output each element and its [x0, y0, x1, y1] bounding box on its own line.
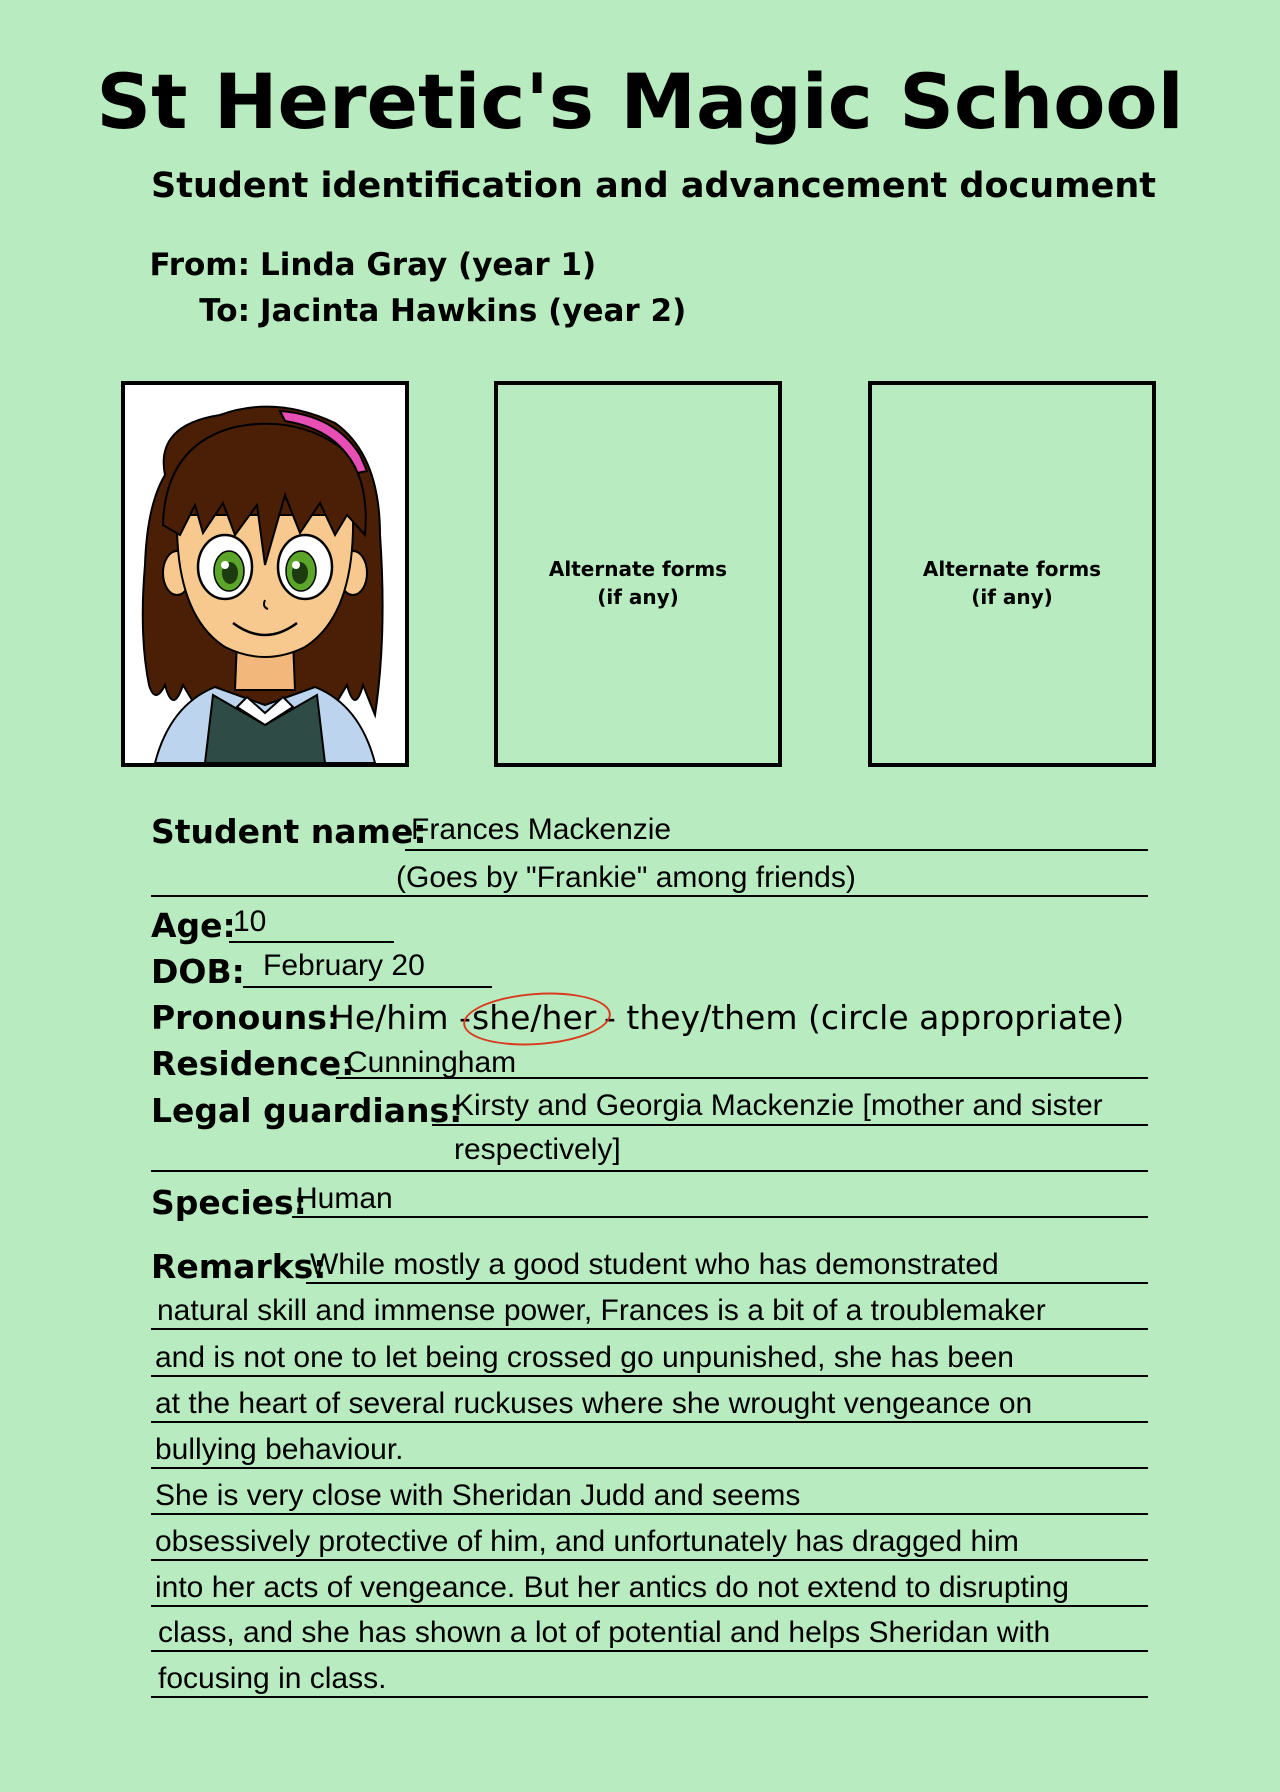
remarks-line-7: obsessively protective of him, and unfortunately has dragged him — [155, 1525, 1019, 1558]
remarks-line-5: bullying behaviour. — [155, 1433, 404, 1466]
alternate-form-frame-2 — [868, 381, 1156, 767]
remarks-label: Remarks: — [151, 1247, 327, 1286]
student-name-note: (Goes by "Frankie" among friends) — [396, 861, 856, 894]
dob-line — [243, 986, 492, 988]
species-line — [292, 1216, 1148, 1218]
alternate-form-frame-1 — [494, 381, 782, 767]
guardians-line — [432, 1124, 1148, 1126]
remarks-rule-5 — [151, 1467, 1148, 1469]
to-label: To: — [199, 293, 250, 329]
remarks-rule-6 — [151, 1513, 1148, 1515]
remarks-rule-1 — [306, 1282, 1148, 1284]
age-value: 10 — [233, 905, 267, 938]
residence-value: Cunningham — [346, 1046, 517, 1079]
remarks-rule-9 — [151, 1650, 1148, 1652]
student-portrait-icon — [125, 385, 405, 763]
remarks-rule-4 — [151, 1421, 1148, 1423]
species-label: Species: — [151, 1183, 307, 1222]
pronoun-option-he: He/him - — [330, 998, 471, 1037]
alternate-form-title-2: Alternate forms — [922, 557, 1102, 581]
student-name-line — [405, 849, 1148, 851]
pronouns-label: Pronouns: — [151, 998, 341, 1037]
student-name-value: Frances Mackenzie — [411, 813, 672, 846]
remarks-rule-7 — [151, 1559, 1148, 1561]
remarks-line-3: and is not one to let being crossed go unpunished, she has been — [155, 1341, 1014, 1374]
residence-line — [336, 1077, 1148, 1079]
from-label: From: — [149, 247, 250, 283]
species-value: Human — [296, 1182, 393, 1215]
guardians-label: Legal guardians: — [151, 1091, 463, 1130]
remarks-line-9: class, and she has shown a lot of potential and helps Sheridan with — [158, 1616, 1051, 1649]
alternate-form-label-2 — [872, 555, 1152, 611]
alternate-form-note-1: (if any) — [597, 585, 679, 609]
school-title: St Heretic's Magic School — [96, 57, 1184, 146]
remarks-rule-3 — [151, 1375, 1148, 1377]
remarks-rule-2 — [151, 1328, 1148, 1330]
remarks-line-4: at the heart of several ruckuses where she wrought vengeance on — [155, 1387, 1033, 1420]
residence-label: Residence: — [151, 1044, 355, 1083]
dob-label: DOB: — [151, 952, 245, 991]
dob-value: February 20 — [263, 949, 425, 982]
student-name-line-2 — [151, 895, 1148, 897]
remarks-rule-8 — [151, 1605, 1148, 1607]
guardians-value-line2: respectively] — [454, 1133, 621, 1166]
remarks-line-8: into her acts of vengeance. But her antics do not extend to disrupting — [155, 1571, 1069, 1604]
pronoun-option-she: she/her — [472, 998, 597, 1037]
student-portrait-frame — [121, 381, 409, 767]
guardians-value-line1: Kirsty and Georgia Mackenzie [mother and sister — [454, 1089, 1103, 1122]
alternate-form-label-1 — [498, 555, 778, 611]
to-value: Jacinta Hawkins (year 2) — [260, 293, 687, 329]
pronoun-option-they: - they/them (circle appropriate) — [604, 998, 1125, 1037]
remarks-line-2: natural skill and immense power, Frances is a bit of a troublemaker — [157, 1294, 1046, 1327]
alternate-form-title-1: Alternate forms — [548, 557, 728, 581]
document-subtitle: Student identification and advancement document — [151, 166, 1157, 206]
remarks-line-10: focusing in class. — [158, 1662, 387, 1695]
remarks-rule-10 — [151, 1696, 1148, 1698]
remarks-line-1: While mostly a good student who has demonstrated — [310, 1248, 999, 1281]
guardians-line-2 — [151, 1170, 1148, 1172]
student-name-label: Student name: — [151, 812, 427, 851]
from-value: Linda Gray (year 1) — [260, 247, 597, 283]
remarks-line-6: She is very close with Sheridan Judd and seems — [155, 1479, 801, 1512]
alternate-form-note-2: (if any) — [971, 585, 1053, 609]
age-line — [229, 941, 394, 943]
age-label: Age: — [151, 906, 236, 945]
